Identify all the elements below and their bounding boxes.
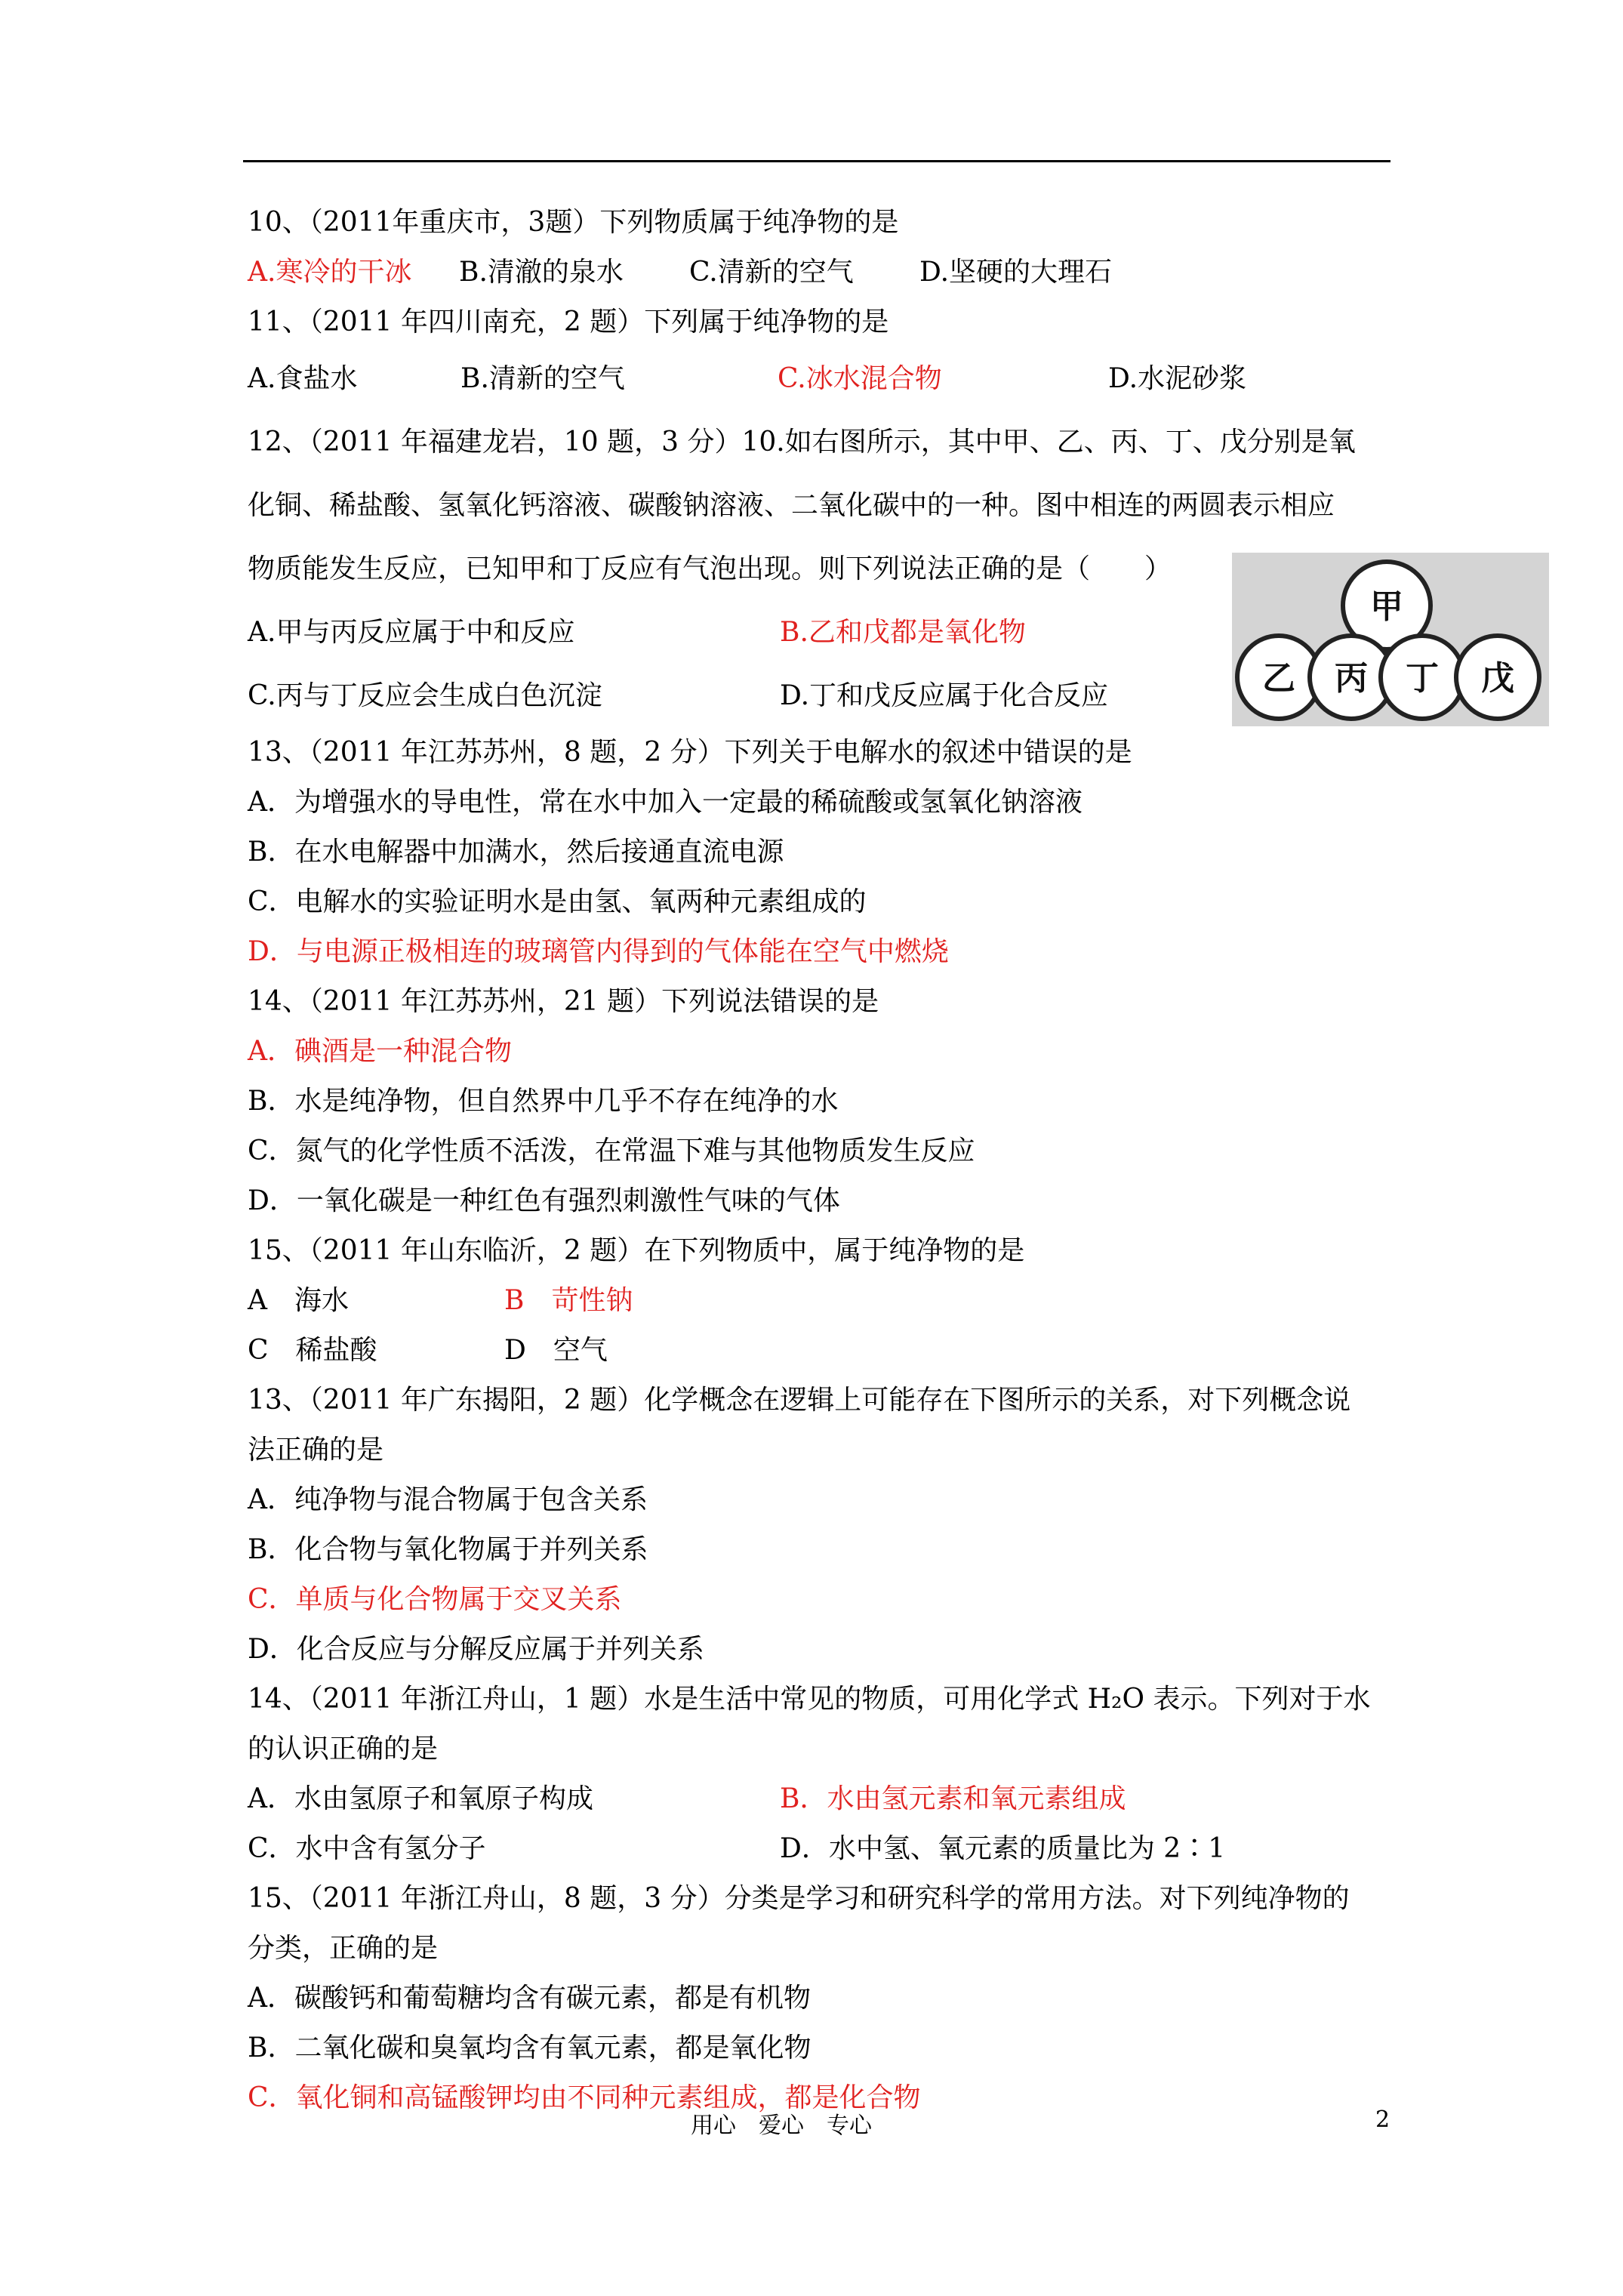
q14b-option-c: C．水中含有氢分子 [248, 1833, 486, 1864]
q12-options-row-1 [248, 601, 1395, 664]
q13a-option-c: C．电解水的实验证明水是由氢、氧两种元素组成的 [248, 886, 867, 917]
question-list [248, 198, 1395, 2123]
label-jia: 甲 [1370, 587, 1403, 626]
footer-slogan: 用心 爱心 专心 [691, 2113, 872, 2139]
q11-option-b: B.清新的空气 [460, 363, 625, 394]
label-yi: 乙 [1262, 659, 1295, 698]
page-number: 2 [1375, 2106, 1390, 2133]
q14a-option-a: A．碘酒是一种混合物 [248, 1036, 512, 1067]
q14b-option-d: D．水中氢、氧元素的质量比为 2∶1 [780, 1833, 1226, 1864]
q12-option-d: D.丁和戊反应属于化合反应 [780, 680, 1109, 711]
q14b-option-b: B．水由氢元素和氧元素组成 [780, 1783, 1126, 1814]
label-ding: 丁 [1406, 659, 1439, 698]
q14b-option-a: A．水由氢原子和氧原子构成 [248, 1783, 593, 1814]
q13b-option-b: B．化合物与氧化物属于并列关系 [248, 1534, 648, 1565]
q10-option-d: D.坚硬的大理石 [919, 257, 1113, 288]
q11-option-d: D.水泥砂浆 [1108, 363, 1247, 394]
q13a-stem: 13、（2011 年江苏苏州，8 题，2 分）下列关于电解水的叙述中错误的是 [248, 737, 1132, 768]
q13b-option-c: C．单质与化合物属于交叉关系 [248, 1584, 622, 1615]
q15b-stem-line-1: 15、（2011 年浙江舟山，8 题，3 分）分类是学习和研究科学的常用方法。对下列纯净物的 [248, 1883, 1350, 1914]
q12-stem-line-3: 物质能发生反应，已知甲和丁反应有气泡出现。则下列说法正确的是（ ） [248, 553, 1172, 584]
q15a-options-row-1 [248, 1276, 1395, 1326]
q13b-stem-line-2: 法正确的是 [248, 1435, 384, 1465]
q12-options-row-2 [248, 664, 1395, 728]
q12-reaction-diagram [1232, 553, 1549, 726]
q15b-option-b: B．二氧化碳和臭氧均含有氧元素，都是氧化物 [248, 2032, 812, 2063]
q12-option-c: C.丙与丁反应会生成白色沉淀 [248, 680, 602, 711]
q15a-options-row-2 [248, 1326, 1395, 1376]
q12-diagram-svg [1232, 553, 1549, 726]
q14b-options-row-2 [248, 1824, 1395, 1874]
q15b-stem-line-2: 分类，正确的是 [248, 1933, 439, 1964]
q11-options [248, 347, 1395, 411]
q15b-option-a: A．碳酸钙和葡萄糖均含有碳元素，都是有机物 [248, 1983, 811, 2014]
q11-stem: 11、（2011 年四川南充，2 题）下列属于纯净物的是 [248, 307, 889, 337]
q14b-stem-line-2: 的认识正确的是 [248, 1734, 439, 1764]
q15a-option-a: A 海水 [248, 1285, 349, 1316]
q13a-option-a: A．为增强水的导电性，常在水中加入一定最的稀硫酸或氢氧化钠溶液 [248, 787, 1083, 818]
q14b-options-row-1 [248, 1774, 1395, 1824]
q10-options [248, 248, 1395, 297]
q15a-option-d: D 空气 [504, 1335, 608, 1366]
q10-option-c: C.清新的空气 [689, 257, 854, 288]
q12-option-b: B.乙和戊都是氧化物 [780, 617, 1026, 648]
label-bing: 丙 [1335, 659, 1368, 698]
label-wu: 戊 [1481, 659, 1514, 698]
q13a-option-d: D．与电源正极相连的玻璃管内得到的气体能在空气中燃烧 [248, 936, 949, 967]
q12-option-a: A.甲与丙反应属于中和反应 [248, 617, 575, 648]
q11-option-a: A.食盐水 [248, 363, 358, 394]
q13b-option-d: D．化合反应与分解反应属于并列关系 [248, 1634, 704, 1665]
header-rule [243, 160, 1390, 162]
q15b-option-c: C．氧化铜和高锰酸钾均由不同种元素组成，都是化合物 [248, 2082, 921, 2113]
q14a-option-b: B．水是纯净物，但自然界中几乎不存在纯净的水 [248, 1086, 839, 1117]
q12-stem-line-2: 化铜、稀盐酸、氢氧化钙溶液、碳酸钠溶液、二氧化碳中的一种。图中相连的两圆表示相应 [248, 490, 1335, 521]
q12-stem-line-1: 12、（2011 年福建龙岩，10 题，3 分）10.如右图所示，其中甲、乙、丙、丁、戊分别是氧 [248, 427, 1356, 458]
q10-option-b: B.清澈的泉水 [459, 257, 624, 288]
q14a-option-c: C．氮气的化学性质不活泼，在常温下难与其他物质发生反应 [248, 1136, 975, 1166]
q11-option-c: C.冰水混合物 [778, 363, 942, 394]
q15a-option-b: B 苛性钠 [504, 1285, 633, 1316]
q14a-stem: 14、（2011 年江苏苏州，21 题）下列说法错误的是 [248, 986, 879, 1017]
q10-option-a: A.寒冷的干冰 [248, 257, 412, 288]
q10-stem: 10、（2011年重庆市，3题）下列物质属于纯净物的是 [248, 207, 899, 238]
q15a-option-c: C 稀盐酸 [248, 1335, 377, 1366]
q14a-option-d: D．一氧化碳是一种红色有强烈刺激性气味的气体 [248, 1185, 840, 1216]
q13b-option-a: A．纯净物与混合物属于包含关系 [248, 1484, 648, 1515]
q13b-stem-line-1: 13、（2011 年广东揭阳，2 题）化学概念在逻辑上可能存在下图所示的关系，对下列概念说 [248, 1385, 1351, 1416]
q15a-stem: 15、（2011 年山东临沂，2 题）在下列物质中，属于纯净物的是 [248, 1235, 1025, 1266]
q13a-option-b: B．在水电解器中加满水，然后接通直流电源 [248, 837, 784, 868]
q14b-stem-line-1: 14、（2011 年浙江舟山，1 题）水是生活中常见的物质，可用化学式 H₂O 表示。下列对于水 [248, 1684, 1371, 1715]
